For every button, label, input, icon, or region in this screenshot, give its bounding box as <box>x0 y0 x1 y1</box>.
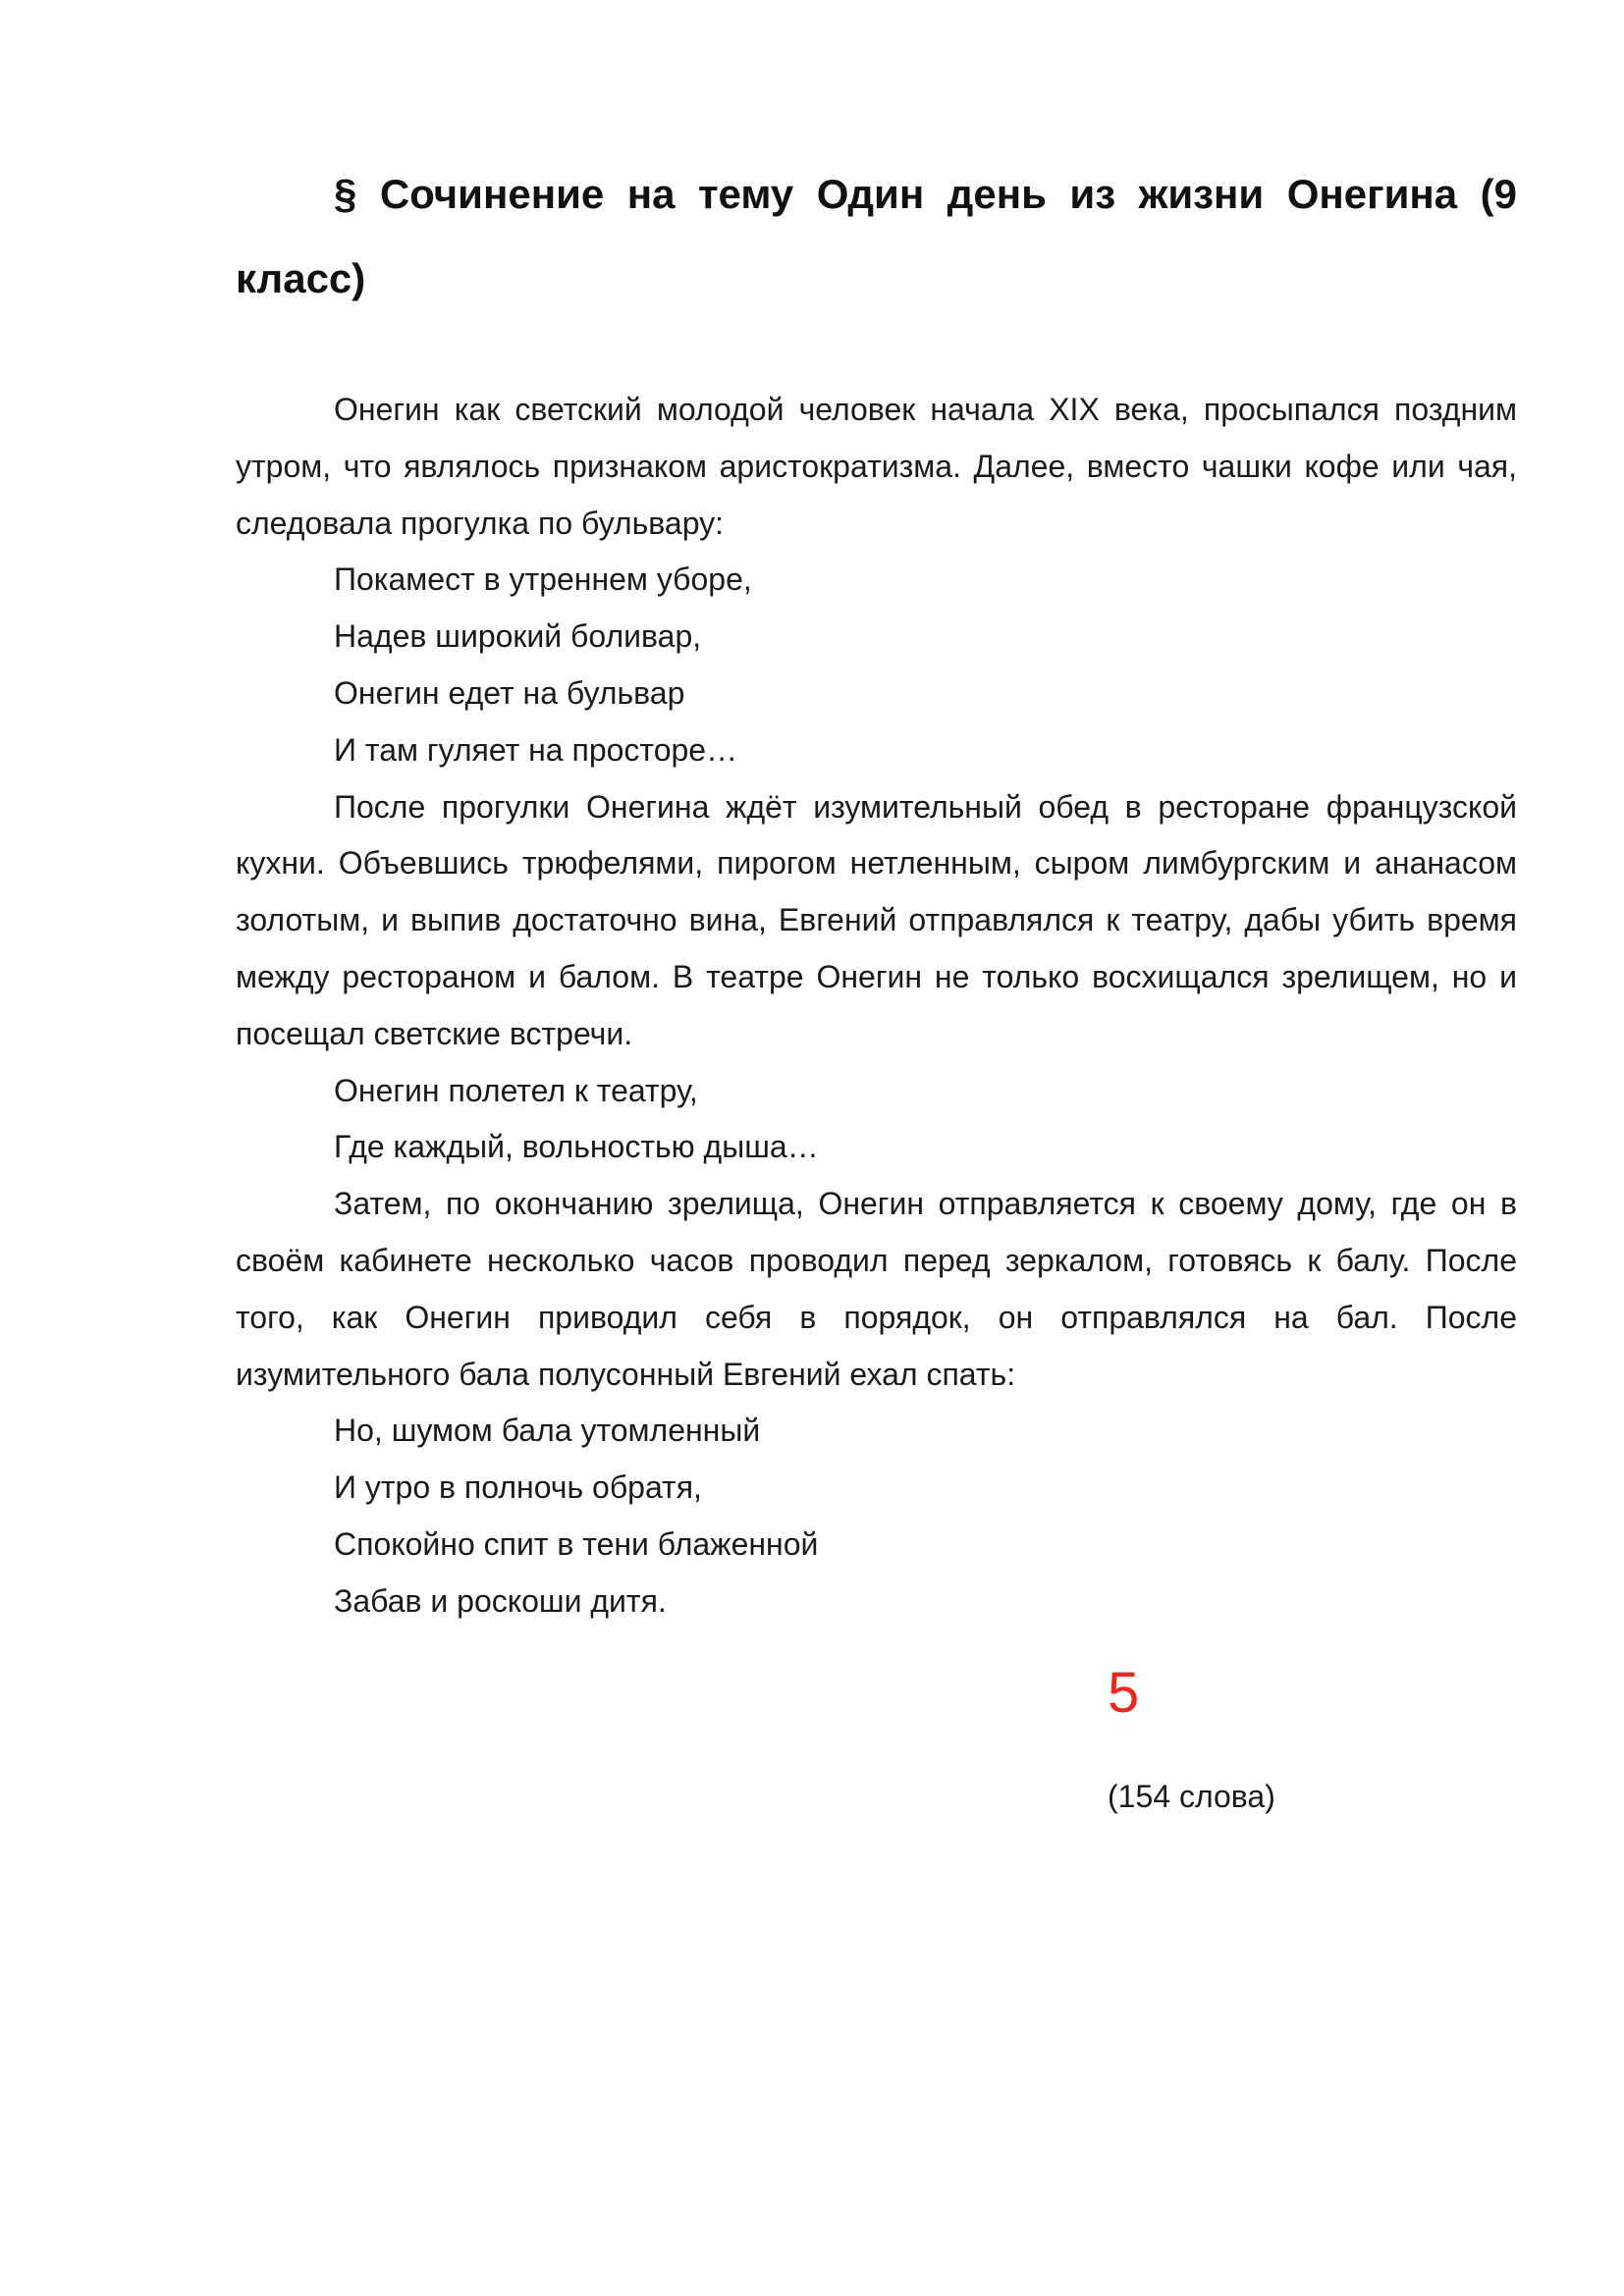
verse-line: Забав и роскоши дитя. <box>334 1582 667 1619</box>
verse-line: И утро в полночь обратя, <box>334 1469 702 1506</box>
paragraph: После прогулки Онегина ждёт изумительный обед в ресторане французской кухни. Объевшись трюфелями, пирогом нетленным, сыром лимбургским и ананасом золотым, и выпив достаточно вина, Евгений отправлялся к театру, дабы убить время между рестораном и балом. В театре Онегин не только восхищался зрелищем, но и посещал светские встречи. <box>236 788 1517 1051</box>
document-content <box>236 152 1517 1630</box>
verse-line: Покамест в утреннем уборе, <box>334 561 752 598</box>
verse-line: Онегин едет на бульвар <box>334 674 685 711</box>
essay-body <box>236 382 1517 1630</box>
paragraph: Онегин как светский молодой человек начала XIX века, просыпался поздним утром, что являлось признаком аристократизма. Далее, вместо чашки кофе или чая, следовала прогулка по бульвару: <box>236 392 1517 541</box>
verse-line: Спокойно спит в тени блаженной <box>334 1525 819 1562</box>
verse-line: Но, шумом бала утомленный <box>334 1413 761 1449</box>
document-title: § Сочинение на тему Один день из жизни Онегина (9 класс) <box>236 171 1517 301</box>
verse-line: И там гуляет на просторе… <box>334 731 738 768</box>
word-count: (154 слова) <box>1108 1779 1275 1814</box>
grade-mark: 5 <box>1108 1661 1140 1725</box>
verse-line: Онегин полетел к театру, <box>334 1072 698 1108</box>
paragraph: Затем, по окончанию зрелища, Онегин отправляется к своему дому, где он в своём кабинете несколько часов проводил перед зеркалом, готовясь к балу. После того, как Онегин приводил себя в порядок, он отправлялся на бал. После изумительного бала полусонный Евгений ехал спать: <box>236 1186 1517 1392</box>
verse-line: Где каждый, вольностью дыша… <box>334 1129 819 1165</box>
verse-line: Надев широкий боливар, <box>334 618 702 655</box>
